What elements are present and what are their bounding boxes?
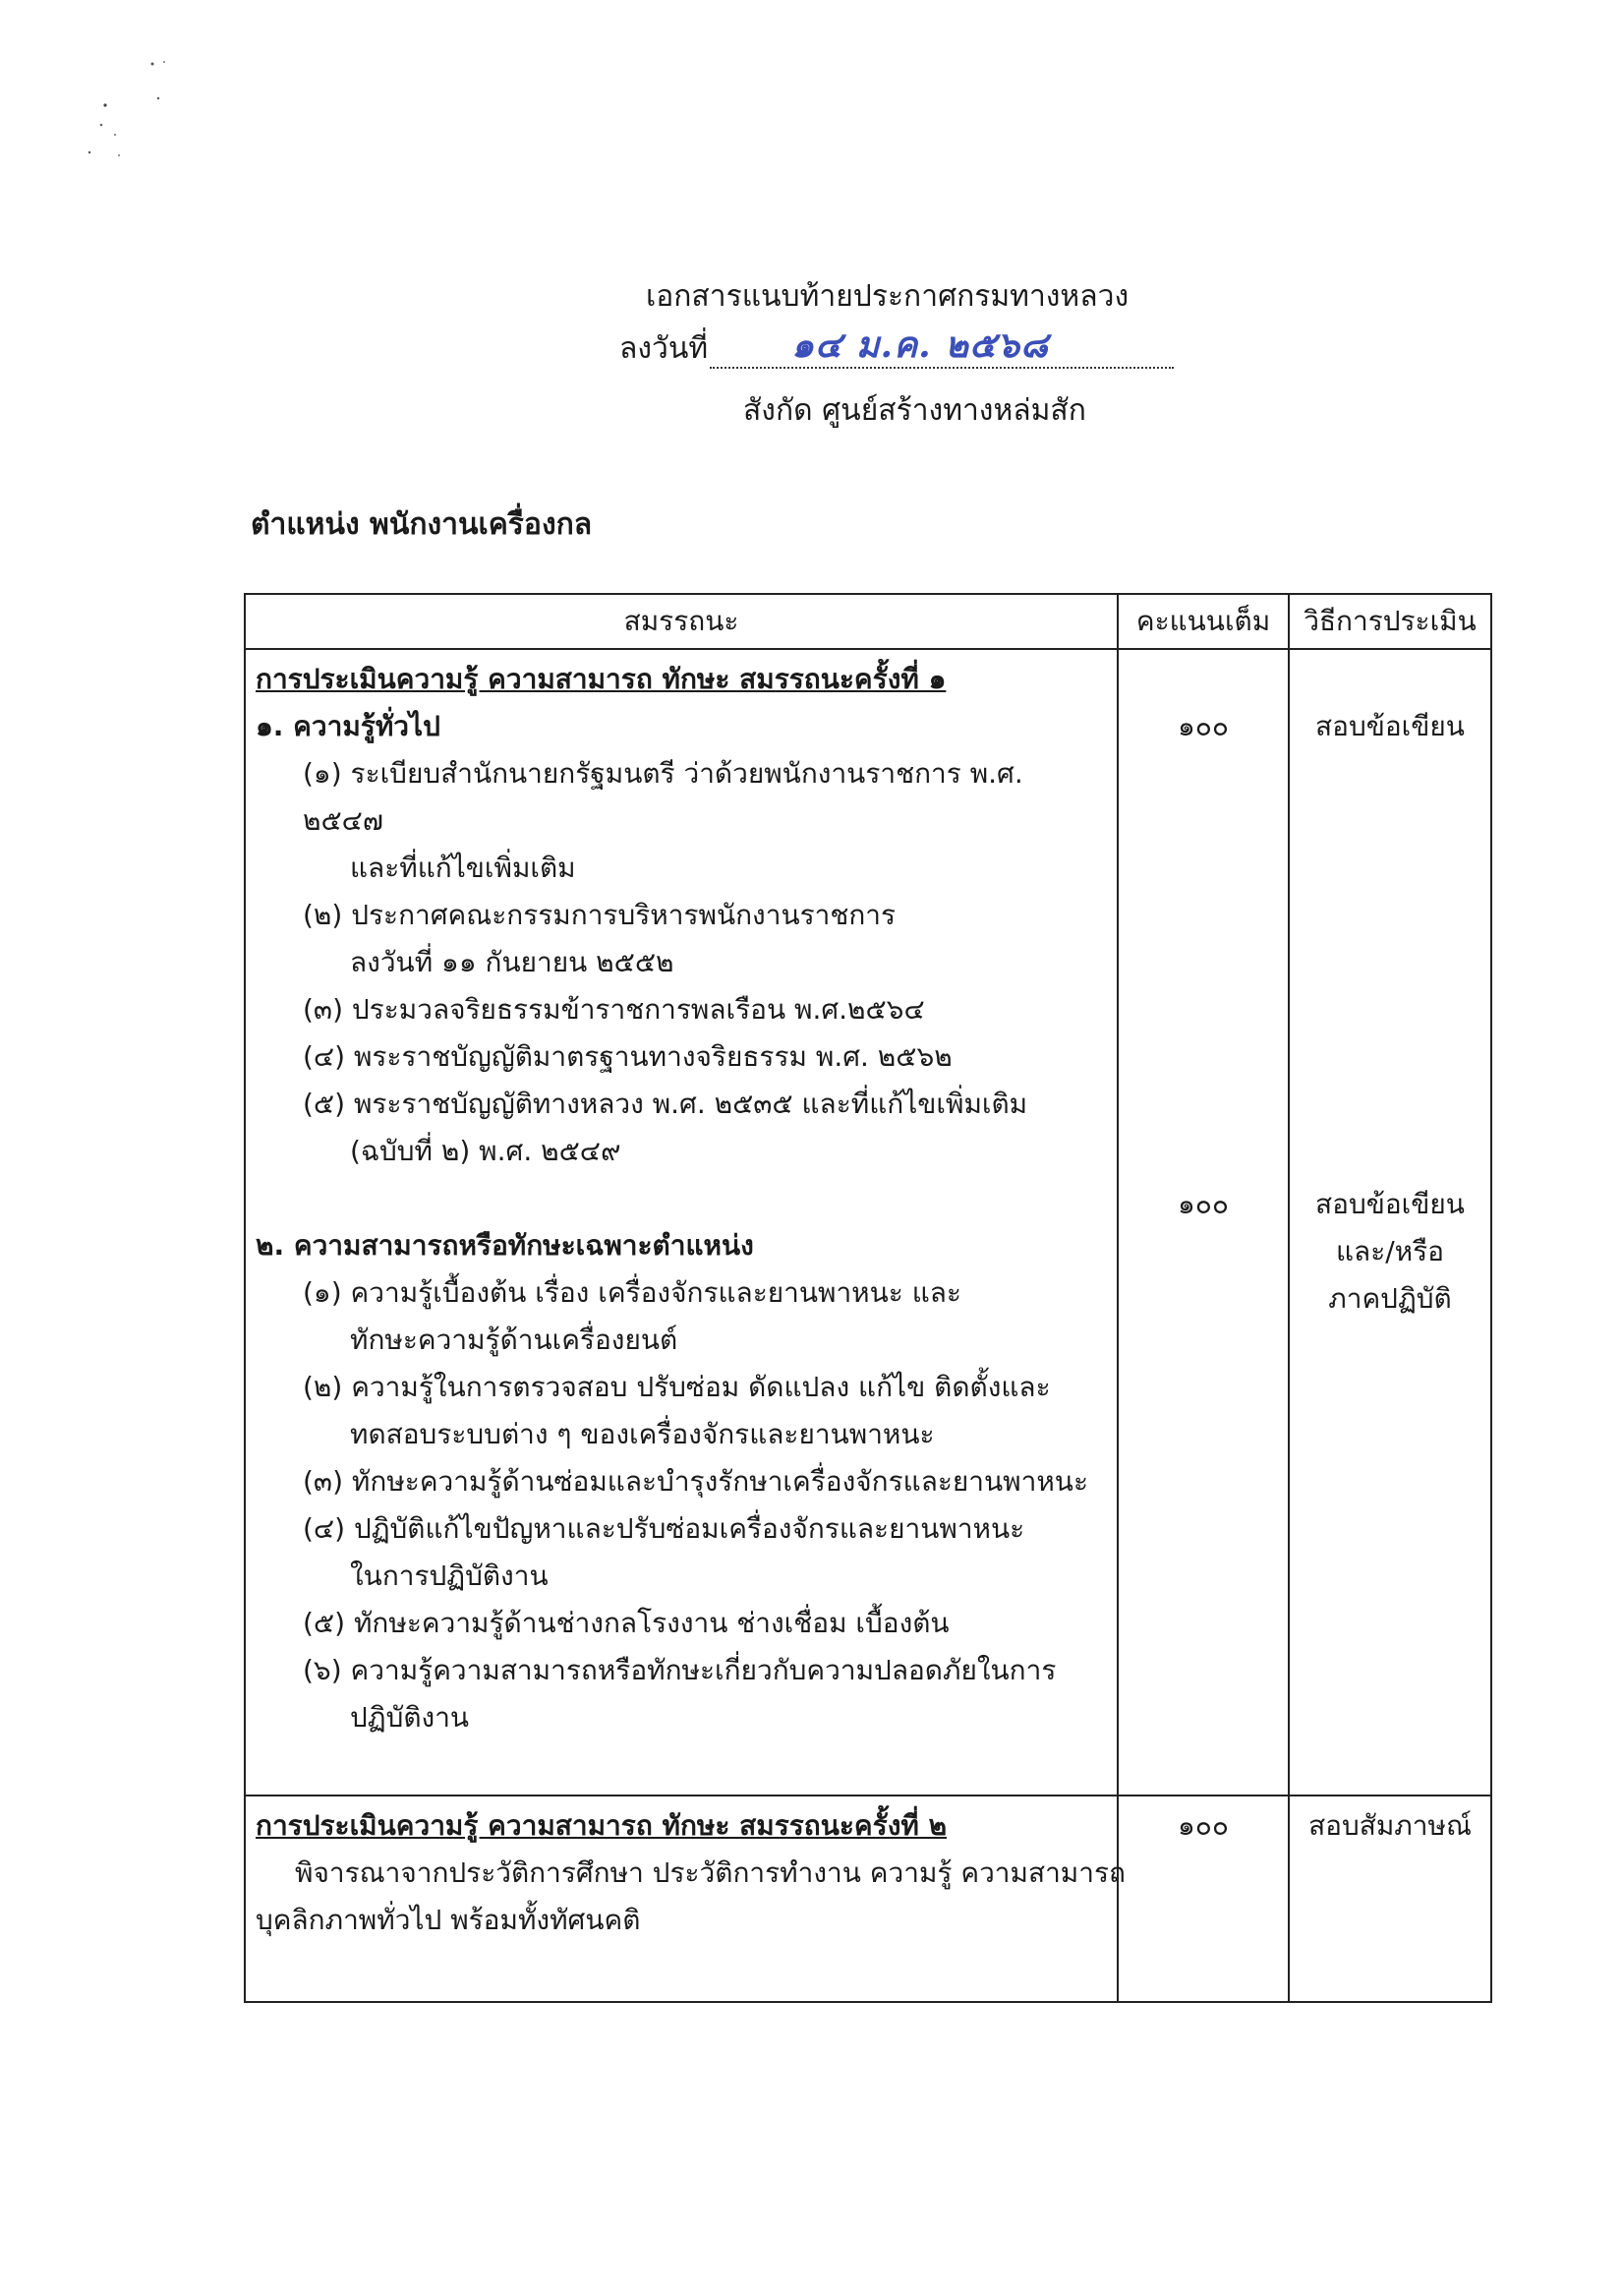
round2-competency-cell: [245, 1796, 1126, 2002]
group2-title: ๒. ความสามารถหรือทักษะเฉพาะตำแหน่ง: [256, 1229, 754, 1262]
round2-score: ๑๐๐: [1178, 1809, 1229, 1842]
round2-score-cell: [1118, 1796, 1289, 2002]
competency-table: [244, 593, 1492, 2003]
header-title: เอกสารแนบท้ายประกาศกรมทางหลวง: [646, 279, 1130, 314]
round2-method: สอบสัมภาษณ์: [1308, 1809, 1472, 1842]
list-item: (๕) ทักษะความรู้ด้านช่างกลโรงงาน ช่างเชื่อม เบื้องต้น: [303, 1607, 950, 1639]
table-row-round2: [245, 1796, 1491, 2002]
group1-score: ๑๐๐: [1178, 710, 1229, 742]
round2-title: การประเมินความรู้ ความสามารถ ทักษะ สมรรถนะครั้งที่ ๒: [256, 1809, 948, 1842]
list-item: (๑) ความรู้เบื้องต้น เรื่อง เครื่องจักรและยานพาหนะ และ ทักษะความรู้ด้านเครื่องยนต์: [303, 1276, 961, 1356]
round2-description-line1: พิจารณาจากประวัติการศึกษา ประวัติการทำงาน ความรู้ ความสามารถ: [295, 1856, 1126, 1889]
list-item: (๔) พระราชบัญญัติมาตรฐานทางจริยธรรม พ.ศ. ๒๕๖๒: [303, 1040, 953, 1073]
list-item: (๕) พระราชบัญญัติทางหลวง พ.ศ. ๒๕๓๕ และที่แก้ไขเพิ่มเติม (ฉบับที่ ๒) พ.ศ. ๒๕๔๙: [303, 1088, 1028, 1167]
round2-description-line2: บุคลิกภาพทั่วไป พร้อมทั้งทัศนคติ: [256, 1904, 641, 1936]
group1-method: สอบข้อเขียน: [1315, 710, 1465, 742]
group2-score: ๑๐๐: [1178, 1188, 1229, 1220]
date-handwritten: ๑๔ ม.ค. ๒๕๖๘: [791, 324, 1049, 366]
date-dotted-line: [710, 324, 1174, 369]
round1-title: การประเมินความรู้ ความสามารถ ทักษะ สมรรถนะครั้งที่ ๑: [256, 663, 947, 695]
round1-competency-cell: [245, 649, 1118, 1796]
list-item: (๔) ปฏิบัติแก้ไขปัญหาและปรับซ่อมเครื่องจักรและยานพาหนะ ในการปฏิบัติงาน: [303, 1512, 1025, 1592]
list-item: (๓) ทักษะความรู้ด้านซ่อมและบำรุงรักษาเครื่องจักรและยานพาหนะ: [303, 1465, 1088, 1498]
list-item: (๖) ความรู้ความสามารถหรือทักษะเกี่ยวกับความปลอดภัยในการ ปฏิบัติงาน: [303, 1654, 1057, 1734]
round2-method-cell: [1289, 1796, 1491, 2002]
list-item: (๒) ประกาศคณะกรรมการบริหารพนักงานราชการ ลงวันที่ ๑๑ กันยายน ๒๕๕๒: [303, 899, 897, 978]
table-row-round1: [245, 649, 1491, 1796]
list-item: (๒) ความรู้ในการตรวจสอบ ปรับซ่อม ดัดแปลง แก้ไข ติดตั้งและ ทดสอบระบบต่าง ๆ ของเครื่องจักรและยานพาหนะ: [303, 1371, 1051, 1450]
round1-score-cell: [1118, 649, 1289, 1796]
list-item: (๑) ระเบียบสำนักนายกรัฐมนตรี ว่าด้วยพนักงานราชการ พ.ศ. ๒๕๔๗ และที่แก้ไขเพิ่มเติม: [303, 757, 1023, 884]
table-header-row: [245, 594, 1491, 649]
position-title: ตำแหน่ง พนักงานเครื่องกล: [251, 507, 593, 542]
round1-method-cell: [1289, 649, 1491, 1796]
date-label: ลงวันที่: [619, 331, 709, 366]
header-competency: สมรรถนะ: [245, 594, 1118, 649]
scan-specks: [54, 54, 182, 182]
header-affiliation: สังกัด ศูนย์สร้างทางหล่มสัก: [743, 393, 1086, 428]
header-method: วิธีการประเมิน: [1289, 594, 1491, 649]
list-item: (๓) ประมวลจริยธรรมข้าราชการพลเรือน พ.ศ.๒๕๖๔: [303, 993, 925, 1026]
group1-title: ๑. ความรู้ทั่วไป: [256, 710, 440, 742]
header-full-score: คะแนนเต็ม: [1118, 594, 1289, 649]
group2-method: สอบข้อเขียน และ/หรือ ภาคปฏิบัติ: [1315, 1188, 1465, 1315]
header-date-row: [619, 324, 1174, 369]
